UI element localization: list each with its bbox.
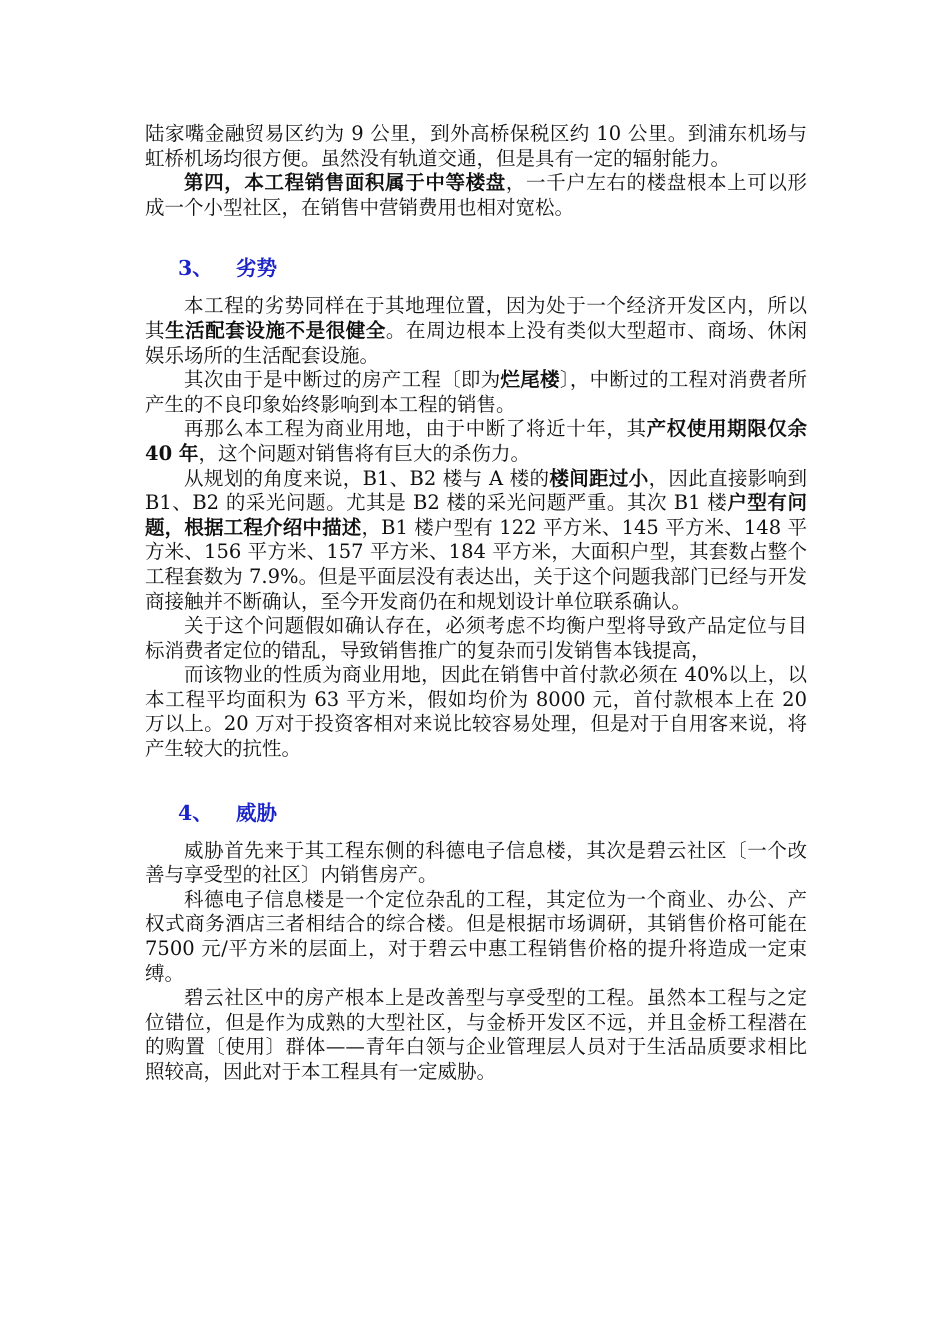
section-heading-threats	[145, 800, 807, 826]
paragraph-text: ，B1 楼户型有 122 平方米、145 平方米、148 平方米、156 平方米、157 平方米、184 平方米，大面积户型，其套数占整个工程套数为 7.9%。但是平面层没有表达出，关于这个问题我部门已经与开发商接触并不断确认，至今开发商仍在和规划设计单位联系确认。	[145, 515, 807, 613]
paragraph-threat-sources: 威胁首先来于其工程东侧的科德电子信息楼，其次是碧云社区〔一个改善与享受型的社区〕内销售房产。	[145, 838, 807, 887]
paragraph-location-continued: 陆家嘴金融贸易区约为 9 公里，到外高桥保税区约 10 公里。到浦东机场与虹桥机场均很方便。虽然没有轨道交通，但是具有一定的辐射能力。	[145, 122, 807, 170]
paragraph-point-four	[145, 171, 807, 220]
paragraph-text: 从规划的角度来说，B1、B2 楼与 A 楼的	[184, 466, 550, 490]
paragraph-weakness-location	[145, 294, 807, 368]
document-page	[145, 122, 807, 1085]
paragraph-text: ，这个问题对销售将有巨大的杀伤力。	[198, 441, 530, 465]
section-number: 4、	[178, 800, 213, 825]
section-heading-weaknesses	[145, 255, 807, 281]
emphasis-medium-size-project: 第四，本工程销售面积属于中等楼盘	[184, 171, 506, 195]
paragraph-text: ，一千户左右的楼盘根本上可以形成一个小型社区，在销售中营销费用也相对宽松。	[145, 171, 807, 219]
paragraph-weakness-positioning: 关于这个问题假如确认存在，必须考虑不均衡户型将导致产品定位与目标消费者定位的错乱，导致销售推广的复杂而引发销售本钱提高，	[145, 614, 807, 662]
paragraph-text: 〕，中断过的工程对消费者所产生的不良印象始终影响到本工程的销售。	[145, 368, 807, 416]
paragraph-weakness-planning	[145, 467, 807, 615]
paragraph-text: 。在周边根本上没有类似大型超市、商场、休闲娱乐场所的生活配套设施。	[145, 318, 807, 367]
paragraph-text: ，因此直接影响到 B1、B2 的采光问题。尤其是 B2 楼的采光问题严重。其次 B1 楼	[145, 466, 807, 515]
emphasis-unfinished-building: 烂尾楼	[500, 368, 560, 392]
paragraph-weakness-down-payment: 而该物业的性质为商业用地，因此在销售中首付款必须在 40%以上，以本工程平均面积为 63 平方米，假如均价为 8000 元，首付款根本上在 20 万以上。20 万对于投资客相对来说比较容易处理，但是对于自用客来说，将产生较大的抗性。	[145, 663, 807, 761]
section-title: 劣势	[236, 256, 277, 281]
emphasis-unit-layout: 户型有问题，根据工程介绍中描述	[145, 491, 807, 539]
emphasis-facilities: 生活配套设施不是很健全	[165, 318, 386, 342]
section-number: 3、	[178, 256, 213, 281]
emphasis-building-spacing: 楼间距过小	[549, 466, 649, 490]
paragraph-text: 本工程的劣势同样在于其地理位置，因为处于一个经济开发区内，所以其	[145, 294, 807, 342]
section-title: 威胁	[236, 800, 277, 825]
emphasis-property-term: 产权使用期限仅余 40 年	[145, 417, 807, 465]
paragraph-text: 再那么本工程为商业用地，由于中断了将近十年，其	[184, 417, 647, 441]
paragraph-threat-kede: 科德电子信息楼是一个定位杂乱的工程，其定位为一个商业、办公、产权式商务酒店三者相结合的综合楼。但是根据市场调研，其销售价格可能在 7500 元/平方米的层面上，对于碧云中惠工程销售价格的提升将造成一定束缚。	[145, 887, 807, 985]
paragraph-weakness-unfinished	[145, 368, 807, 417]
paragraph-weakness-property-rights	[145, 417, 807, 466]
paragraph-text: 其次由于是中断过的房产工程〔即为	[184, 368, 501, 392]
paragraph-threat-biyun: 碧云社区中的房产根本上是改善型与享受型的工程。虽然本工程与之定位错位，但是作为成熟的大型社区，与金桥开发区不远，并且金桥工程潜在的购置〔使用〕群体——青年白领与企业管理层人员对于生活品质要求相比照较高，因此对于本工程具有一定威胁。	[145, 986, 807, 1083]
